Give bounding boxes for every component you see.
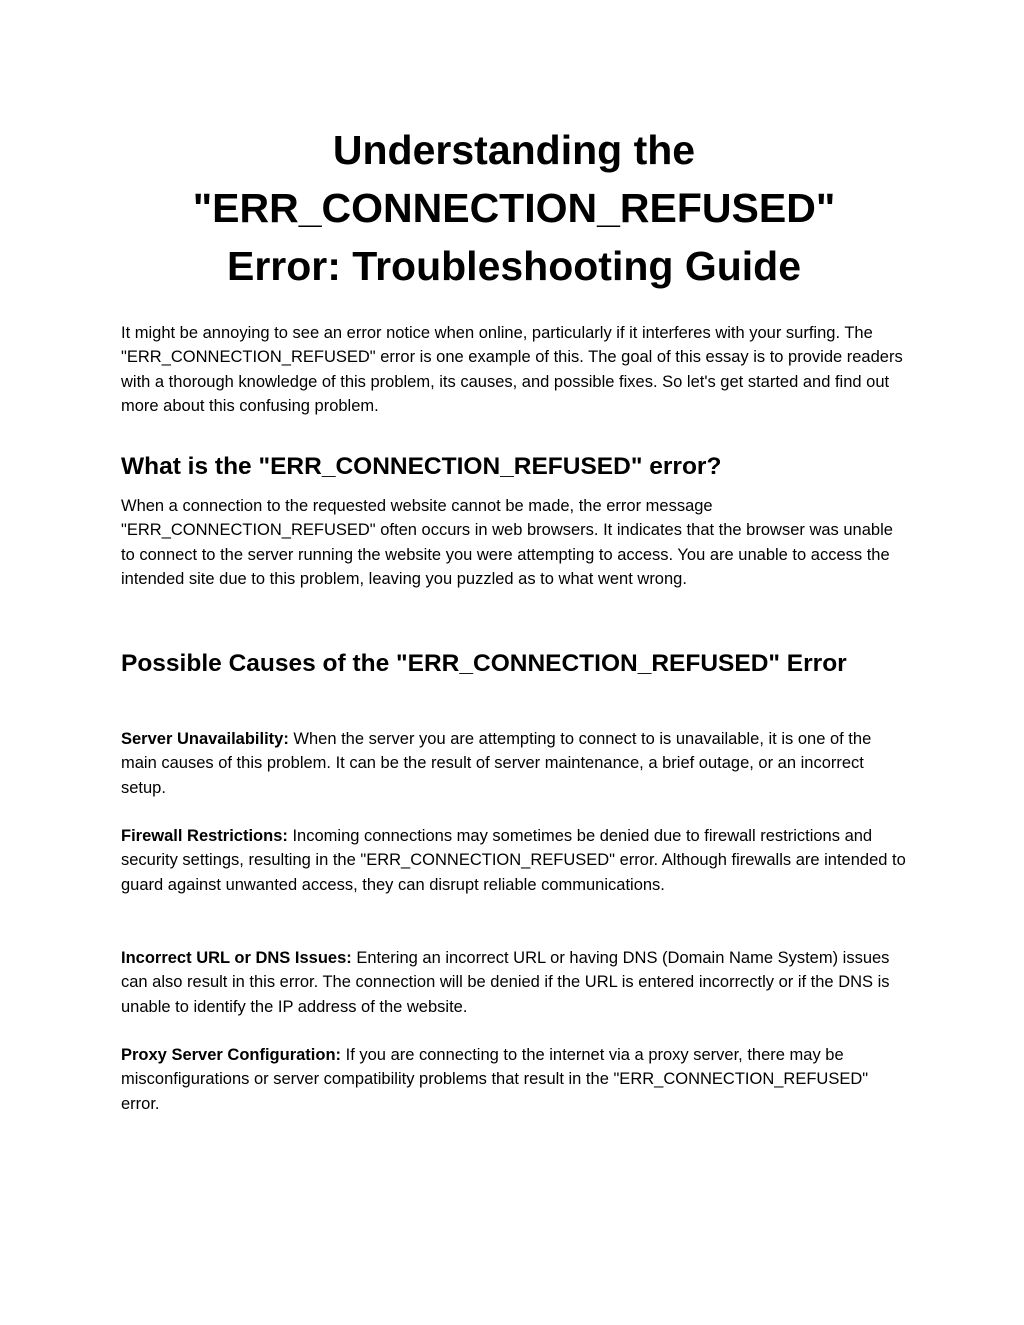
cause-server-unavailability [121,727,907,800]
cause-text: If you are connecting to the internet via a proxy server, there may be misconfigurations or server compatibility problems that result in the "ERR_CONNECTION_REFUSED" error. [121,1046,869,1113]
cause-firewall-restrictions [121,824,907,897]
title-line-3: Error: Troubleshooting Guide [227,243,801,289]
intro-paragraph: It might be annoying to see an error notice when online, particularly if it interferes with your surfing. The "ERR_CONNECTION_REFUSED" error is one example of this. The goal of this essay is to provide readers with a thorough knowledge of this problem, its causes, and possible fixes. So let's get started and find out more about this confusing problem. [121,324,903,416]
section-heading-what-is: What is the "ERR_CONNECTION_REFUSED" error? [121,453,722,480]
page-title [101,121,927,295]
section-what-is-body: When a connection to the requested website cannot be made, the error message "ERR_CONNECTION_REFUSED" often occurs in web browsers. It indicates that the browser was unable to connect to the server running the website you were attempting to access. You are unable to access the intended site due to this problem, leaving you puzzled as to what went wrong. [121,497,893,589]
cause-text: Incoming connections may sometimes be denied due to firewall restrictions and security settings, resulting in the "ERR_CONNECTION_REFUSED" error. Although firewalls are intended to guard against unwanted access, they can disrupt reliable communications. [121,827,906,894]
cause-lead: Server Unavailability: [121,730,289,748]
cause-lead: Proxy Server Configuration: [121,1046,342,1064]
cause-lead: Firewall Restrictions: [121,827,288,845]
cause-proxy-server [121,1043,907,1116]
title-line-2: "ERR_CONNECTION_REFUSED" [192,185,836,231]
cause-text: When the server you are attempting to connect to is unavailable, it is one of the main causes of this problem. It can be the result of server maintenance, a brief outage, or an incorrect setup. [121,730,872,797]
title-line-1: Understanding the [332,127,696,173]
cause-lead: Incorrect URL or DNS Issues: [121,949,352,967]
section-heading-causes: Possible Causes of the "ERR_CONNECTION_REFUSED" Error [121,650,847,677]
cause-incorrect-url-dns [121,946,907,1019]
cause-text: Entering an incorrect URL or having DNS (Domain Name System) issues can also result in this error. The connection will be denied if the URL is entered incorrectly or if the DNS is unable to identify the IP address of the website. [121,949,890,1016]
